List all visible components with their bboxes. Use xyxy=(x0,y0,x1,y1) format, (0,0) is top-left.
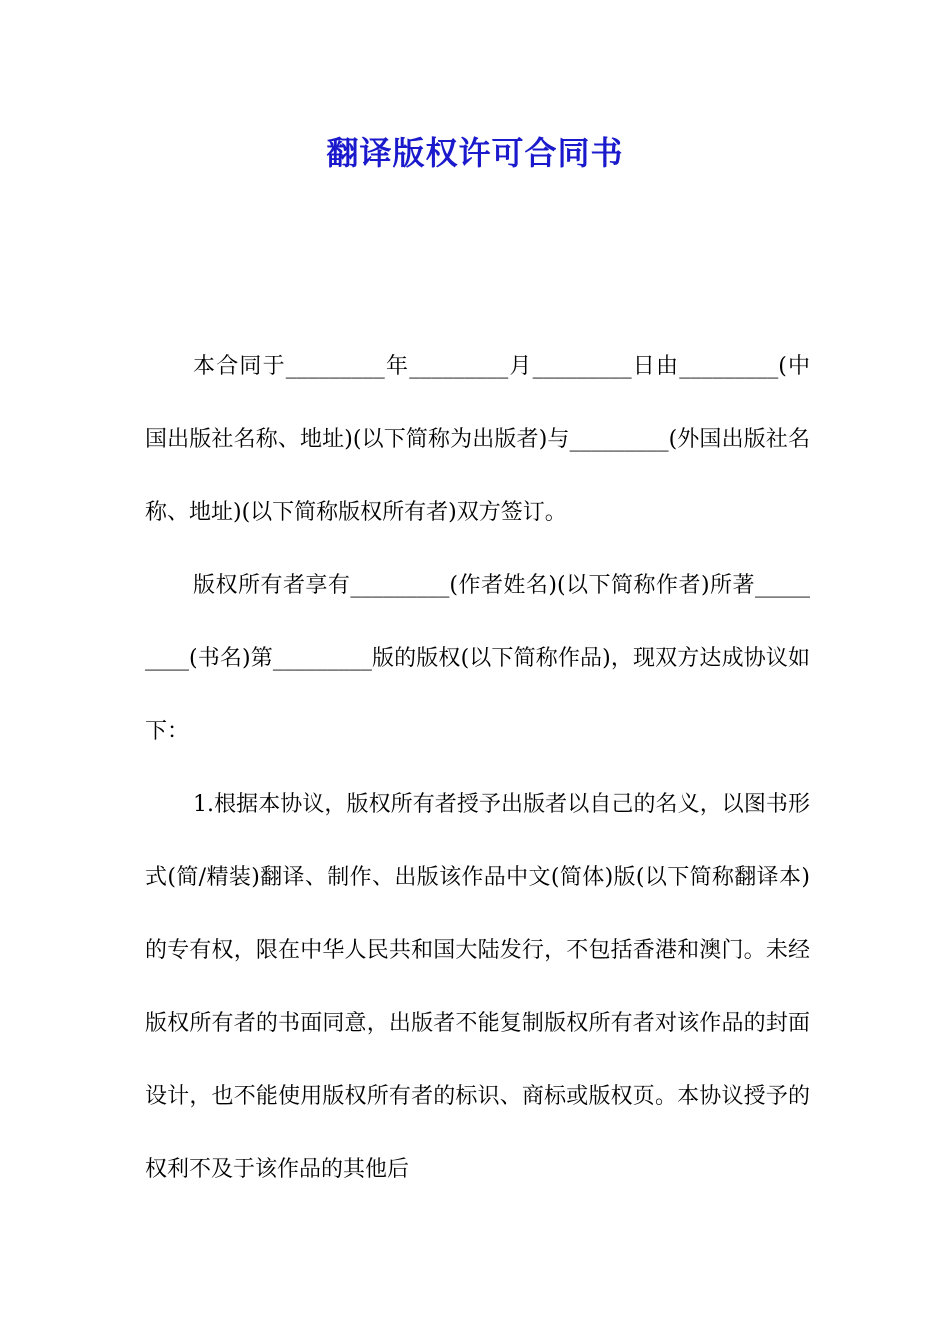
document-title: 翻译版权许可合同书 xyxy=(326,134,624,172)
document-body xyxy=(145,330,810,1206)
paragraph-signing: 本合同于_________年_________月_________日由_________(中国出版社名称、地址)(以下简称为出版者)与_________(外国出版社名称、地址)(以下简称版权所有者)双方签订。 xyxy=(145,354,810,525)
paragraph-clause-1: 1.根据本协议，版权所有者授予出版者以自己的名义，以图书形式(简/精装)翻译、制作、出版该作品中文(简体)版(以下简称翻译本)的专有权，限在中华人民共和国大陆发行，不包括香港和澳门。未经版权所有者的书面同意，出版者不能复制版权所有者对该作品的封面设计，也不能使用版权所有者的标识、商标或版权页。本协议授予的权利不及于该作品的其他后 xyxy=(145,792,810,1182)
paragraph-copyright-holder: 版权所有者享有_________(作者姓名)(以下简称作者)所著_________(书名)第_________版的版权(以下简称作品)，现双方达成协议如下： xyxy=(145,573,810,744)
